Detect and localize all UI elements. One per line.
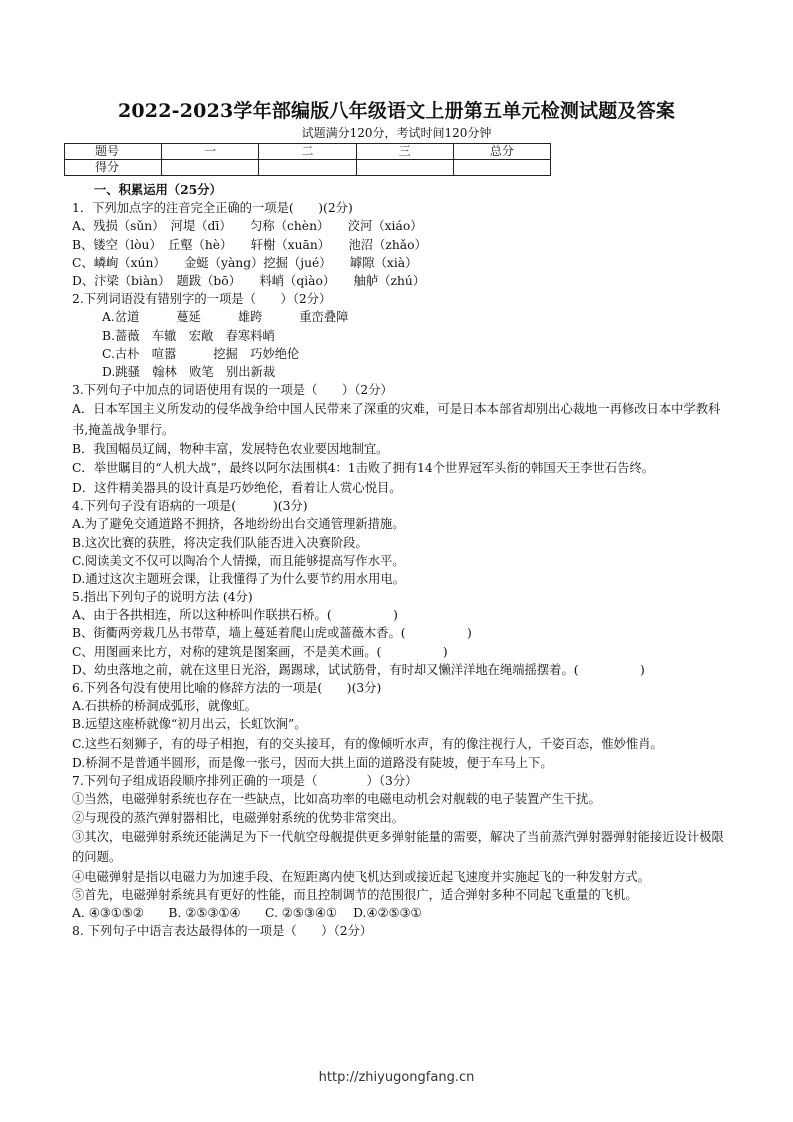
table-row — [65, 144, 551, 160]
option: C、嶙峋（xún） 金蜓（yàng）挖掘（jué） 罅隙（xià） — [72, 255, 418, 270]
exam-body — [72, 181, 724, 941]
table-cell: 得分 — [65, 160, 162, 176]
sentence: ④电磁弹射是指以电磁力为加速手段、在短距离内使飞机达到或接近起飞速度并实施起飞的一种发射方式。 — [72, 869, 650, 884]
option: D.桥洞不是普通半圆形，而是像一张弓，因而大拱上面的道路没有陡坡，便于车马上下。 — [72, 756, 553, 771]
option: A.岔道 蔓延 雄跨 重峦叠障 — [102, 310, 349, 325]
sentence: ⑤首先，电磁弹射系统具有更好的性能，而且控制调节的范围很广，适合弹射多种不同起飞重量的飞机。 — [72, 888, 638, 902]
option: A.为了避免交通道路不拥挤，各地纷纷出台交通管理新措施。 — [72, 517, 405, 532]
sentence: ③其次，电磁弹射系统还能满足为下一代航空母舰提供更多弹射能量的需要，解决了当前蒸汽弹射器弹射能接近设计极限的问题。 — [72, 829, 724, 865]
table-cell: 二 — [259, 144, 356, 160]
question-3: 3.下列句子中加点的词语使用有误的一项是（ ）（2分） — [72, 383, 393, 398]
table-cell — [453, 160, 550, 176]
question-8: 8. 下列句子中语言表达最得体的一项是（ ）（2分） — [72, 924, 373, 939]
option: C.古朴 喧嚣 挖掘 巧妙绝伦 — [102, 346, 300, 361]
table-cell: 题号 — [65, 144, 162, 160]
section-heading: 一、积累运用（25分） — [94, 182, 222, 197]
option: C、用图画来比方，对称的建筑是图案画，不是美术画。( ) — [72, 644, 448, 659]
table-cell — [356, 160, 453, 176]
option: B、街衢两旁栽几丛书带草，墙上蔓延着爬山虎或蔷薇木香。( ) — [72, 626, 472, 641]
option: B.蔷薇 车辙 宏敞 春寒料峭 — [102, 328, 275, 343]
option: B．我国幅员辽阔，物种丰富，发展特色农业要因地制宜。 — [72, 442, 389, 457]
table-cell: 总分 — [453, 144, 550, 160]
question-1: 1．下列加点字的注音完全正确的一项是( )(2分) — [72, 201, 353, 216]
option: D、汴梁（biàn） 题跋（bō） 料峭（qiào） 舳舻（zhú） — [72, 273, 426, 288]
question-7: 7.下列句子组成语段顺序排列正确的一项是（ ）（3分） — [72, 774, 418, 789]
option: D.通过这次主题班会课，让我懂得了为什么要节约用水用电。 — [72, 571, 406, 586]
option: A. ④③①⑤② B. ②⑤③①④ C. ②⑤③④① D.④②⑤③① — [72, 906, 422, 921]
sentence: ②与现役的蒸汽弹射器相比，电磁弹射系统的优势非常突出。 — [72, 810, 405, 825]
option: A．日本军国主义所发动的侵华战争给中国人民带来了深重的灾难，可是日本本部省却别出心裁地一再修改日本中学教科书,掩盖战争罪行。 — [72, 402, 721, 437]
page-title: 2022-2023学年部编版八年级语文上册第五单元检测试题及答案 — [117, 100, 676, 122]
table-cell — [162, 160, 259, 176]
question-4: 4.下列句子没有语病的一项是( )(3分) — [72, 499, 308, 514]
option: D、幼虫落地之前，就在这里日光浴，踢踢球，试试筋骨，有时却又懒洋洋地在绳端摇摆着。( ) — [72, 662, 645, 677]
option: C.阅读美文不仅可以陶冶个人情操，而且能够提高写作水平。 — [72, 553, 405, 568]
option: A、由于各拱相连，所以这种桥叫作联拱石桥。( ) — [72, 608, 398, 623]
option: B.这次比赛的获胜，将决定我们队能否进入决赛阶段。 — [72, 535, 368, 550]
question-6: 6.下列各句没有使用比喻的修辞方法的一项是( )(3分) — [72, 681, 382, 695]
table-row — [65, 160, 551, 176]
option: B、镂空（lòu） 丘壑（hè） 轩榭（xuān） 池沼（zhǎo） — [72, 237, 427, 252]
option: C.这些石刻狮子，有的母子相抱，有的交头接耳，有的像倾听水声，有的像注视行人，千姿百态，惟妙惟肖。 — [72, 736, 663, 751]
question-2: 2.下列词语没有错别字的一项是（ ）（2分） — [72, 292, 332, 307]
sentence: ①当然，电磁弹射系统也存在一些缺点，比如高功率的电磁电动机会对舰载的电子装置产生干扰。 — [72, 792, 601, 807]
table-cell: 一 — [162, 144, 259, 160]
question-5: 5.指出下列句子的说明方法 (4分) — [72, 590, 253, 605]
option: A.石拱桥的桥洞成弧形，就像虹。 — [72, 699, 257, 714]
score-table — [64, 143, 551, 176]
footer-url: http://zhiyugongfang.cn — [318, 1070, 475, 1085]
option: A、残损（sǔn） 河堤（dī） 匀称（chèn） 洨河（xiáo） — [72, 219, 423, 234]
option: C．举世瞩目的“人机大战”，最终以阿尔法围棋4：1击败了拥有14个世界冠军头衔的韩国天王李世石告终。 — [72, 461, 655, 476]
table-cell — [259, 160, 356, 176]
option: D．这件精美器具的设计真是巧妙绝伦，看着让人赏心悦目。 — [72, 480, 402, 495]
option: D.跳骚 翰林 败笔 别出新裁 — [102, 364, 276, 379]
option: B.远望这座桥就像“初月出云，长虹饮涧”。 — [72, 717, 307, 732]
table-cell: 三 — [356, 144, 453, 160]
exam-info: 试题满分120分，考试时间120分钟 — [301, 126, 492, 140]
